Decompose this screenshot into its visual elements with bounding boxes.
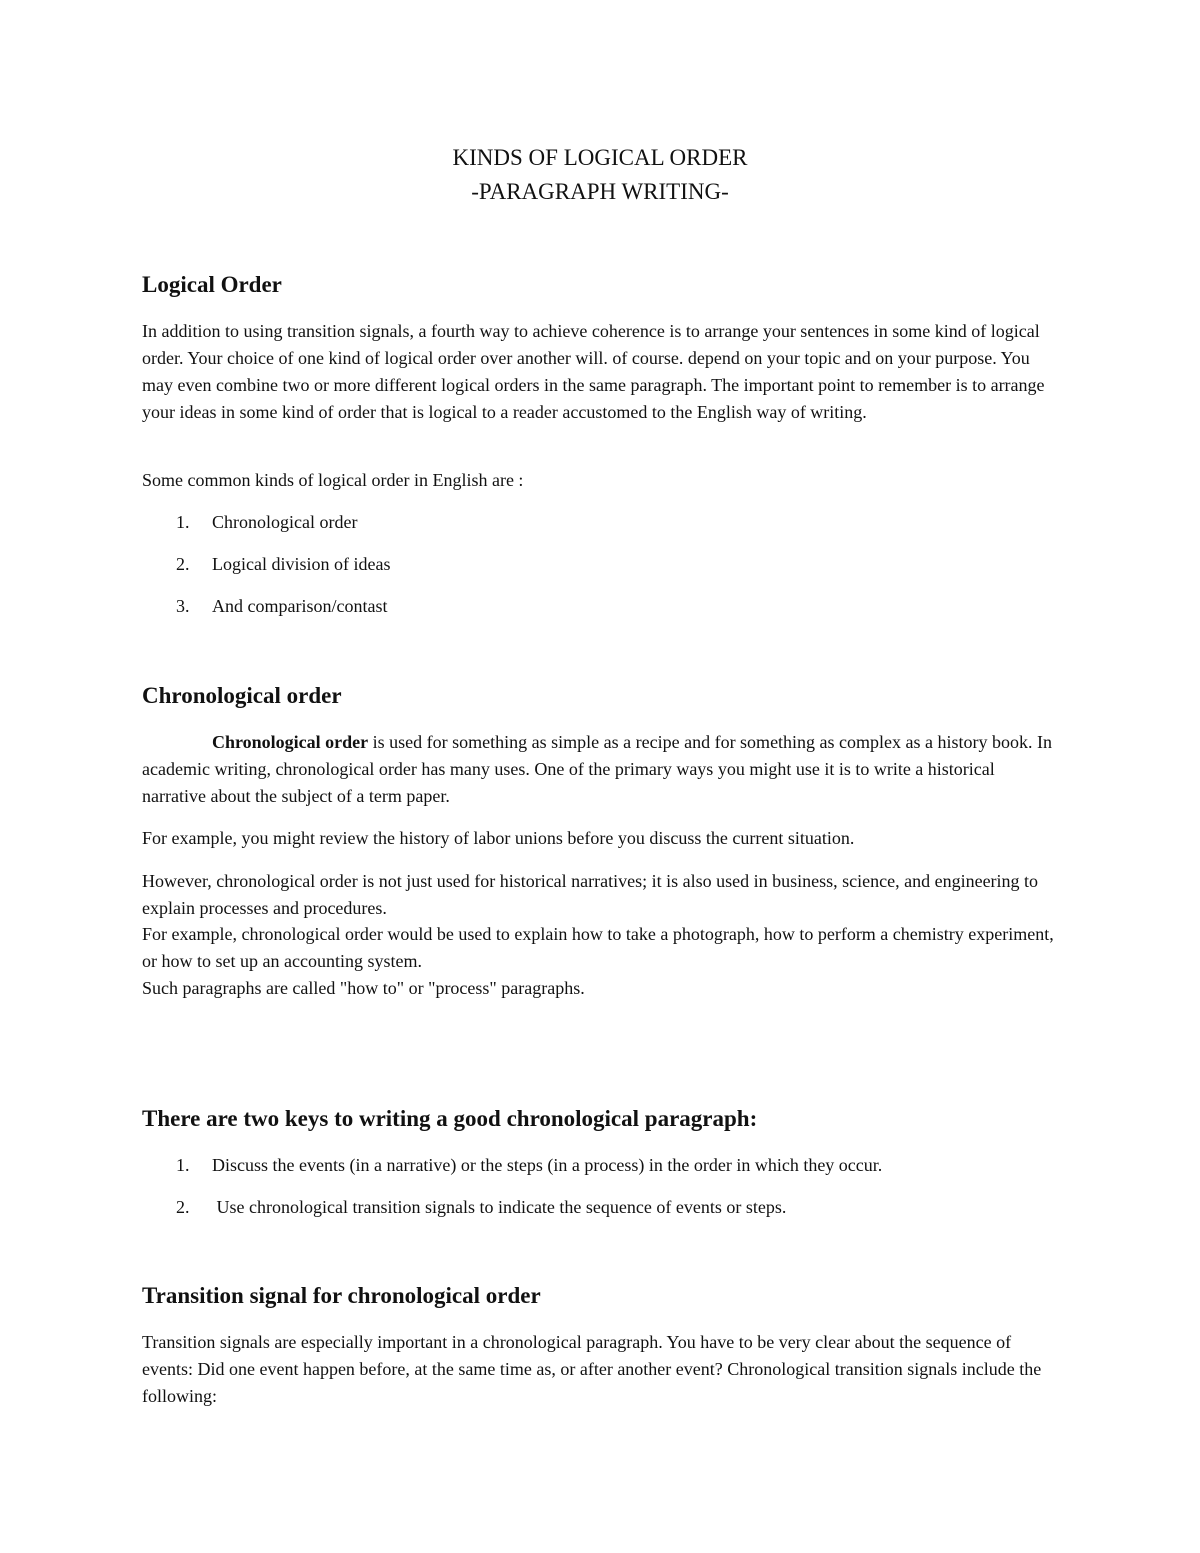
paragraph-logical-order-intro: In addition to using transition signals, a fourth way to achieve coherence is to arrange your sentences in some kind of logical order. Your choice of one kind of logical order over another will. of course. depend on your topic and on your purpose. You may even combine two or more different logical orders in the same paragraph. The important point to remember is to arrange your ideas in some kind of order that is logical to a reader accustomed to the English way of writing.: [142, 321, 1045, 422]
list-item: [176, 509, 357, 536]
paragraph-example-history: For example, you might review the history of labor unions before you discuss the current situation.: [142, 828, 855, 848]
section-heading-chronological-order: Chronological order: [142, 683, 342, 708]
list-item: [176, 1152, 882, 1179]
list-item-text: Discuss the events (in a narrative) or the steps (in a process) in the order in which they occur.: [212, 1155, 883, 1175]
list-item-text: Chronological order: [212, 512, 358, 532]
list-item: [176, 551, 390, 578]
paragraph-text: is used for something as simple as a recipe and for something as complex as a history book. In academic writing, chronological order has many uses. One of the primary ways you might use it is to write a historical narrative about the subject of a term paper.: [142, 732, 1053, 806]
list-item-text: Use chronological transition signals to indicate the sequence of events or steps.: [212, 1197, 787, 1217]
list-item-text: And comparison/contast: [212, 596, 388, 616]
list-item: [176, 1194, 786, 1221]
paragraph-how-to: Such paragraphs are called "how to" or "process" paragraphs.: [142, 978, 585, 998]
section-heading-two-keys: There are two keys to writing a good chronological paragraph:: [142, 1106, 758, 1131]
document-title: KINDS OF LOGICAL ORDER: [452, 145, 748, 170]
document-subtitle: -PARAGRAPH WRITING-: [471, 179, 729, 204]
list-item-number: 2.: [176, 554, 190, 574]
list-item-number: 1.: [176, 1155, 190, 1175]
section-heading-transition-signals: Transition signal for chronological order: [142, 1283, 541, 1308]
paragraph-list-intro: Some common kinds of logical order in English are :: [142, 470, 524, 490]
paragraph-example-process: For example, chronological order would be used to explain how to take a photograph, how to perform a chemistry experiment, or how to set up an accounting system.: [142, 924, 1054, 971]
list-item-text: Logical division of ideas: [212, 554, 391, 574]
list-item-number: 3.: [176, 596, 190, 616]
paragraph-processes: However, chronological order is not just used for historical narratives; it is also used in business, science, and engineering to explain processes and procedures.: [142, 871, 1039, 918]
section-heading-logical-order: Logical Order: [142, 272, 282, 297]
list-item: [176, 593, 387, 620]
list-item-number: 1.: [176, 512, 190, 532]
paragraph-chronological-definition: [142, 729, 1062, 810]
bold-term: Chronological order: [212, 732, 369, 752]
paragraph-transition-signals: Transition signals are especially important in a chronological paragraph. You have to be very clear about the sequence of events: Did one event happen before, at the same time as, or after another event? Chronological transition signals include the following:: [142, 1332, 1042, 1406]
list-item-number: 2.: [176, 1197, 190, 1217]
